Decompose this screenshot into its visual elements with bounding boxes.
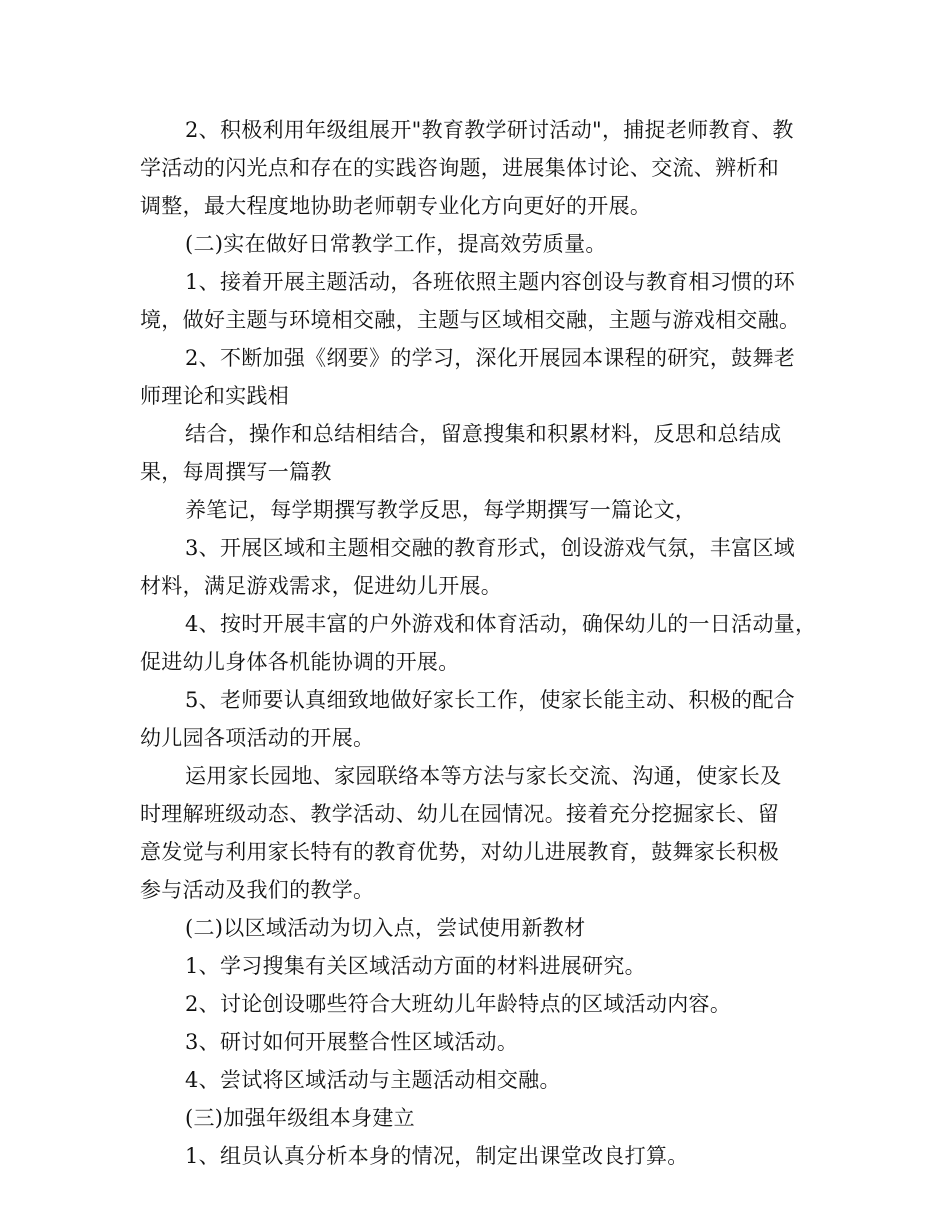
list-item: 1、学习搜集有关区域活动方面的材料进展研究。 (185, 954, 646, 978)
paragraph-line: 3、开展区域和主题相交融的教育形式，创设游戏气氛，丰富区域 (185, 536, 796, 560)
paragraph-line: 幼儿园各项活动的开展。 (140, 726, 375, 750)
list-item: 1、组员认真分析本身的情况，制定出课堂改良打算。 (185, 1144, 689, 1168)
paragraph-line: 运用家长园地、家园联络本等方法与家长交流、沟通，使家长及 (185, 764, 782, 788)
paragraph-line: 2、积极利用年级组展开"教育教学研讨活动"，捕捉老师教育、教 (185, 118, 794, 142)
list-item: 4、尝试将区域活动与主题活动相交融。 (185, 1068, 561, 1092)
paragraph-line: 果，每周撰写一篇教 (140, 460, 332, 484)
list-item: 2、讨论创设哪些符合大班幼儿年龄特点的区域活动内容。 (185, 992, 732, 1016)
paragraph-line: 时理解班级动态、教学活动、幼儿在园情况。接着充分挖掘家长、留 (140, 802, 779, 826)
paragraph-line: 促进幼儿身体各机能协调的开展。 (140, 650, 460, 674)
list-item: 3、研讨如何开展整合性区域活动。 (185, 1030, 519, 1054)
paragraph-line: 2、不断加强《纲要》的学习，深化开展园本课程的研究，鼓舞老 (185, 346, 796, 370)
paragraph-line: 材料，满足游戏需求，促进幼儿开展。 (140, 574, 503, 598)
paragraph-line: 结合，操作和总结相结合，留意搜集和积累材料，反思和总结成 (185, 422, 782, 446)
section-heading: (二)实在做好日常教学工作，提高效劳质量。 (185, 232, 607, 256)
paragraph-line: 1、接着开展主题活动，各班依照主题内容创设与教育相习惯的环 (185, 270, 796, 294)
paragraph-line: 养笔记，每学期撰写教学反思，每学期撰写一篇论文， (185, 498, 697, 522)
section-heading: (二)以区域活动为切入点，尝试使用新教材 (185, 916, 586, 940)
paragraph-line: 参与活动及我们的教学。 (140, 878, 375, 902)
paragraph-line: 5、老师要认真细致地做好家长工作，使家长能主动、积极的配合 (185, 688, 796, 712)
paragraph-line: 意发觉与利用家长特有的教育优势，对幼儿进展教育，鼓舞家长积极 (140, 840, 779, 864)
document-body (140, 111, 830, 1175)
paragraph-line: 4、按时开展丰富的户外游戏和体育活动，确保幼儿的一日活动量， (185, 612, 817, 636)
section-heading: (三)加强年级组本身建立 (185, 1106, 415, 1130)
paragraph-line: 师理论和实践相 (140, 384, 290, 408)
paragraph-line: 调整，最大程度地协助老师朝专业化方向更好的开展。 (140, 194, 652, 218)
paragraph-line: 境，做好主题与环境相交融，主题与区域相交融，主题与游戏相交融。 (140, 308, 801, 332)
paragraph-line: 学活动的闪光点和存在的实践咨询题，进展集体讨论、交流、辨析和 (140, 156, 779, 180)
